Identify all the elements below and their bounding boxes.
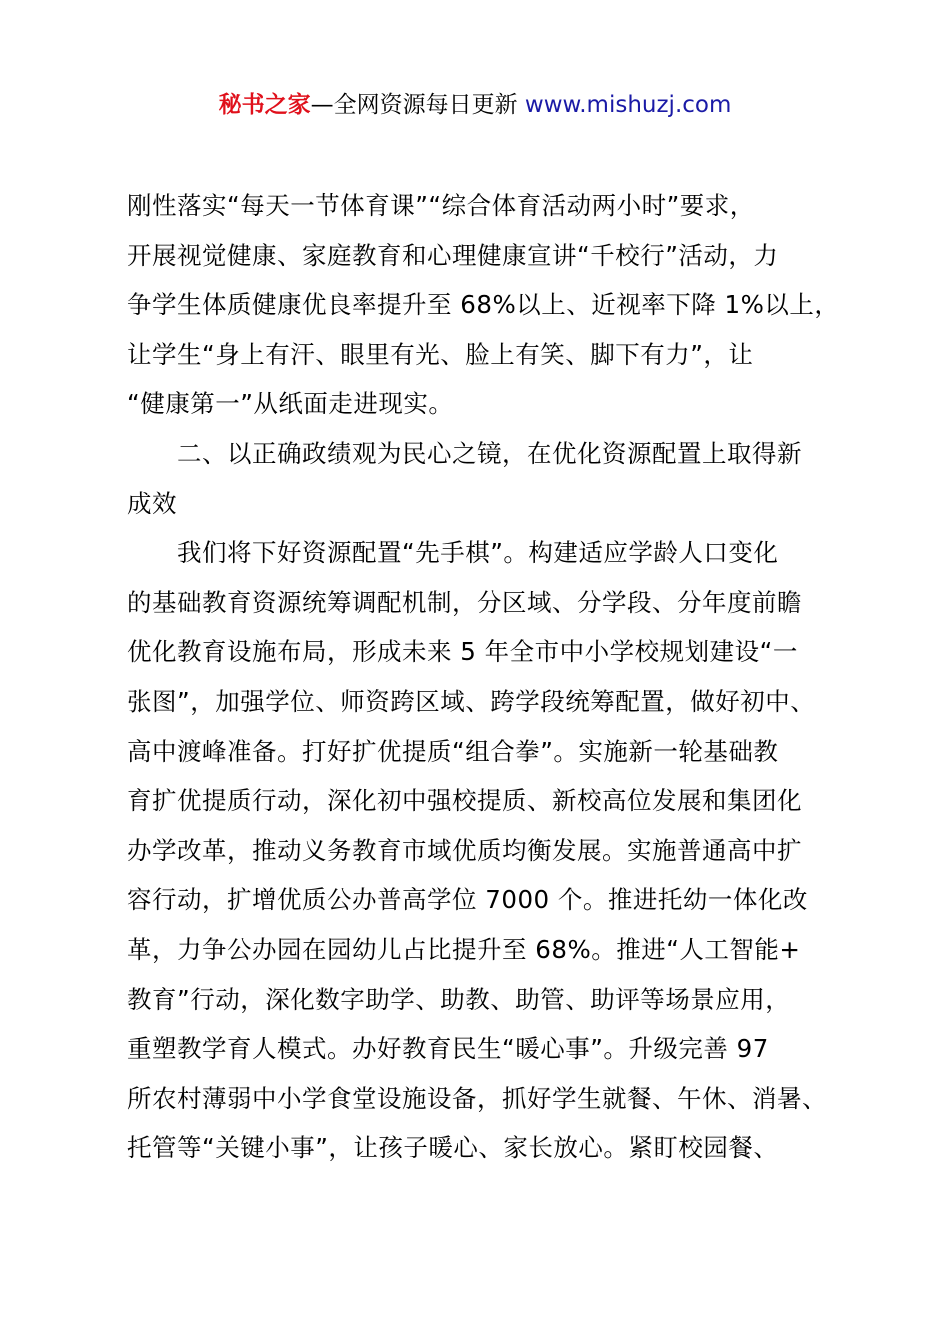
text-line: 教育”行动，深化数字助学、助教、助管、助评等场景应用， (127, 984, 791, 1014)
text-line: 所农村薄弱中小学食堂设施设备，抓好学生就餐、午休、消暑、 (127, 1083, 827, 1113)
text-line: 容行动，扩增优质公办普高学位 7000 个。推进托幼一体化改 (127, 885, 808, 915)
text-line: 刚性落实“每天一节体育课”“综合体育活动两小时”要求， (127, 191, 755, 220)
site-url-link[interactable]: www.mishuzj.com (524, 92, 732, 118)
document-body (127, 181, 857, 1173)
site-header (0, 88, 950, 122)
section-heading-line: 二、以正确政绩观为民心之镜，在优化资源配置上取得新 (177, 438, 802, 468)
text-line: 让学生“身上有汗、眼里有光、脸上有笑、脚下有力”，让 (127, 339, 754, 369)
text-line: 开展视觉健康、家庭教育和心理健康宣讲“千校行”活动，力 (127, 240, 779, 270)
header-tagline: —全网资源每日更新 (310, 92, 525, 118)
text-line: 争学生体质健康优良率提升至 68%以上、近视率下降 1%以上， (127, 290, 840, 320)
brand-name: 秘书之家 (218, 92, 311, 118)
text-line: 张图”，加强学位、师资跨区域、跨学段统筹配置，做好初中、 (127, 686, 816, 716)
text-line: 优化教育设施布局，形成未来 5 年全市中小学校规划建设“一 (127, 637, 798, 667)
paragraph-start-line: 我们将下好资源配置“先手棋”。构建适应学龄人口变化 (177, 538, 779, 568)
text-line: “健康第一”从纸面走进现实。 (127, 389, 454, 419)
text-line: 高中渡峰准备。打好扩优提质“组合拳”。实施新一轮基础教 (127, 736, 779, 766)
text-line: 办学改革，推动义务教育市域优质均衡发展。实施普通高中扩 (127, 835, 802, 865)
text-line: 育扩优提质行动，深化初中强校提质、新校高位发展和集团化 (127, 786, 802, 816)
text-line: 革，力争公办园在园幼儿占比提升至 68%。推进“人工智能+ (127, 934, 801, 964)
text-line: 的基础教育资源统筹调配机制，分区域、分学段、分年度前瞻 (127, 587, 802, 617)
section-heading-line: 成效 (127, 488, 177, 518)
text-line: 托管等“关键小事”，让孩子暖心、家长放心。紧盯校园餐、 (127, 1133, 779, 1163)
text-line: 重塑教学育人模式。办好教育民生“暖心事”。升级完善 97 (127, 1034, 769, 1064)
